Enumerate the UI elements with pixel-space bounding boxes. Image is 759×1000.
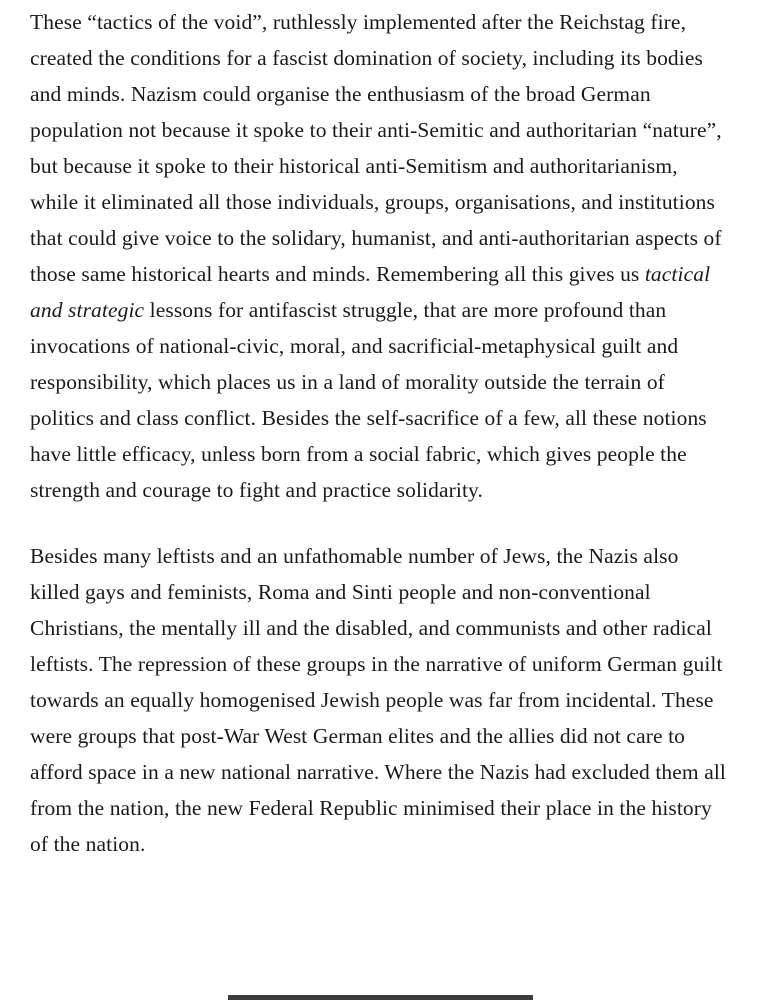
paragraph-2-text: Besides many leftists and an unfathomable number of Jews, the Nazis also killed gays and feminists, Roma and Sinti people and non-conventional Christians, the mentally ill and the disabled, and communists and other radical leftists. The repression of these groups in the narrative of uniform German guilt towards an equally homogenised Jewish people was far from incidental. These were groups that post-War West German elites and the allies did not care to afford space in a new national narrative. Where the Nazis had excluded them all from the nation, the new Federal Republic minimised their place in the history of the nation. bbox=[30, 544, 727, 856]
cropped-image-top-edge bbox=[228, 995, 533, 1000]
italic-phrase: tactical and strategic bbox=[30, 262, 711, 322]
paragraph-1-text-before-italic: These “tactics of the void”, ruthlessly implemented after the Reichstag fire, created the conditions for a fascist domination of society, including its bodies and minds. Nazism could organise the enthusiasm of the broad German population not because it spoke to their anti-Semitic and authoritarian “nature”, but because it spoke to their historical anti-Semitism and authoritarianism, while it eliminated all those individuals, groups, organisations, and institutions that could give voice to the solidary, humanist, and anti-authoritarian aspects of those same historical hearts and minds. Remembering all this gives us bbox=[30, 10, 722, 286]
paragraph-1-text-after-italic: lessons for antifascist struggle, that are more profound than invocations of national-civic, moral, and sacrificial-metaphysical guilt and responsibility, which places us in a land of morality outside the terrain of politics and class conflict. Besides the self-sacrifice of a few, all these notions have little efficacy, unless born from a social fabric, which gives people the strength and courage to fight and practice solidarity. bbox=[30, 298, 707, 502]
paragraph-2 bbox=[30, 538, 731, 862]
paragraph-1 bbox=[30, 4, 731, 508]
